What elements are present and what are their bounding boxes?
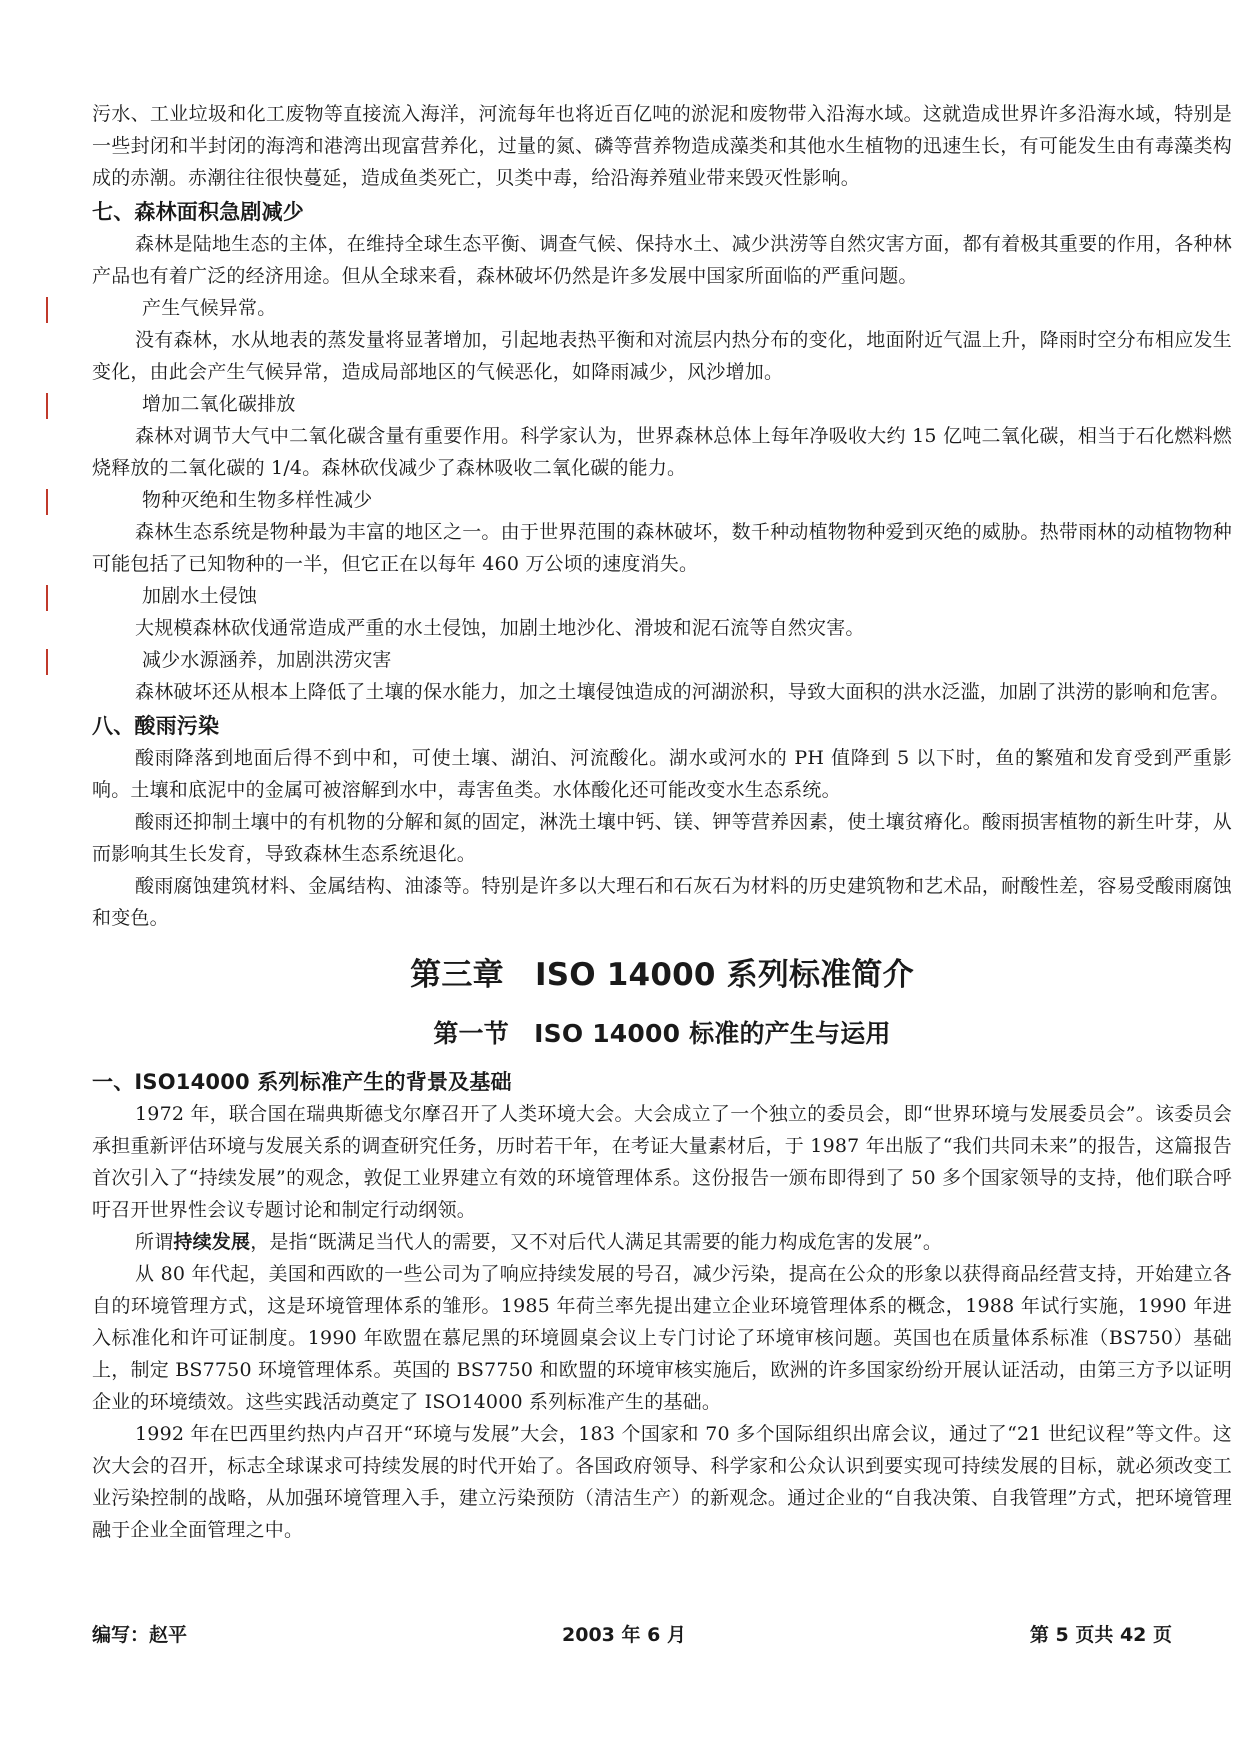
- page-content: [92, 98, 1232, 1546]
- footer-date: 2003 年 6 月: [562, 1624, 686, 1646]
- revision-mark: [46, 649, 48, 675]
- footer-author: 编写：赵平: [92, 1624, 188, 1646]
- paragraph-acid-1: 酸雨降落到地面后得不到中和，可使土壤、湖泊、河流酸化。湖水或河水的 PH 值降到 5 以下时，鱼的繁殖和发育受到严重影响。土壤和底泥中的金属可被溶解到水中，毒害鱼类。水体酸化还可能改变水生态系统。: [92, 747, 1232, 801]
- subitem-title-species: 物种灭绝和生物多样性减少: [92, 484, 1232, 516]
- footer-page-number: 第 5 页共 42 页: [1029, 1624, 1172, 1646]
- section-heading-acid-rain: 八、酸雨污染: [92, 714, 220, 738]
- subitem-title-climate: 产生气候异常。: [92, 292, 1232, 324]
- bold-term: 持续发展: [173, 1231, 251, 1253]
- paragraph-erosion: 大规模森林砍伐通常造成严重的水土侵蚀，加剧土地沙化、滑坡和泥石流等自然灾害。: [135, 617, 865, 639]
- paragraph-forest-intro: 森林是陆地生态的主体，在维持全球生态平衡、调查气候、保持水土、减少洪涝等自然灾害方面，都有着极其重要的作用，各种林产品也有着广泛的经济用途。但从全球来看，森林破坏仍然是许多发展中国家所面临的严重问题。: [92, 233, 1232, 287]
- paragraph-species: 森林生态系统是物种最为丰富的地区之一。由于世界范围的森林破坏，数千种动植物物种爱到灭绝的威胁。热带雨林的动植物物种可能包括了已知物种的一半，但它正在以每年 460 万公顷的速度消失。: [92, 521, 1232, 575]
- subitem-title-erosion: 加剧水土侵蚀: [92, 580, 1232, 612]
- revision-mark: [46, 297, 48, 323]
- paragraph-definition: 所谓持续发展，是指“既满足当代人的需要，又不对后代人满足其需要的能力构成危害的发展”。: [135, 1231, 943, 1253]
- revision-mark: [46, 489, 48, 515]
- paragraph-climate: 没有森林，水从地表的蒸发量将显著增加，引起地表热平衡和对流层内热分布的变化，地面附近气温上升，降雨时空分布相应发生变化，由此会产生气候异常，造成局部地区的气候恶化，如降雨减少，风沙增加。: [92, 329, 1232, 383]
- revision-mark: [46, 393, 48, 419]
- subitem-title-co2: 增加二氧化碳排放: [92, 388, 1232, 420]
- section-heading-forest: 七、森林面积急剧减少: [92, 200, 304, 224]
- paragraph-1980s: 从 80 年代起，美国和西欧的一些公司为了响应持续发展的号召，减少污染，提高在公众的形象以获得商品经营支持，开始建立各自的环境管理方式，这是环境管理体系的雏形。1985 年荷兰率先提出建立企业环境管理体系的概念，1988 年试行实施，1990 年进入标准化和许可证制度。1990 年欧盟在慕尼黑的环境圆桌会议上专门讨论了环境审核问题。英国也在质量体系标准（BS750）基础上，制定 BS7750 环境管理体系。英国的 BS7750 和欧盟的环境审核实施后，欧洲的许多国家纷纷开展认证活动，由第三方予以证明企业的环境绩效。这些实践活动奠定了 ISO14000 系列标准产生的基础。: [92, 1263, 1232, 1413]
- paragraph-1992: 1992 年在巴西里约热内卢召开“环境与发展”大会，183 个国家和 70 多个国际组织出席会议，通过了“21 世纪议程”等文件。这次大会的召开，标志全球谋求可持续发展的时代开始了。各国政府领导、科学家和公众认识到要实现可持续发展的目标，就必须改变工业污染控制的战略，从加强环境管理入手，建立污染预防（清洁生产）的新观念。通过企业的“自我决策、自我管理”方式，把环境管理融于企业全面管理之中。: [92, 1423, 1232, 1541]
- page-footer: [92, 1620, 1172, 1654]
- paragraph-co2: 森林对调节大气中二氧化碳含量有重要作用。科学家认为，世界森林总体上每年净吸收大约 15 亿吨二氧化碳，相当于石化燃料燃烧释放的二氧化碳的 1/4。森林砍伐减少了森林吸收二氧化碳的能力。: [92, 425, 1232, 479]
- revision-mark: [46, 585, 48, 611]
- chapter-title: 第三章 ISO 14000 系列标准简介: [410, 957, 914, 993]
- section-title: 第一节 ISO 14000 标准的产生与运用: [433, 1019, 891, 1048]
- paragraph-1972: 1972 年，联合国在瑞典斯德戈尔摩召开了人类环境大会。大会成立了一个独立的委员会，即“世界环境与发展委员会”。该委员会承担重新评估环境与发展关系的调查研究任务，历时若干年，在考证大量素材后，于 1987 年出版了“我们共同未来”的报告，这篇报告首次引入了“持续发展”的观念，敦促工业界建立有效的环境管理体系。这份报告一颁布即得到了 50 多个国家领导的支持，他们联合呼吁召开世界性会议专题讨论和制定行动纲领。: [92, 1103, 1232, 1221]
- paragraph-acid-3: 酸雨腐蚀建筑材料、金属结构、油漆等。特别是许多以大理石和石灰石为材料的历史建筑物和艺术品，耐酸性差，容易受酸雨腐蚀和变色。: [92, 875, 1232, 929]
- paragraph-flood: 森林破坏还从根本上降低了土壤的保水能力，加之土壤侵蚀造成的河湖淤积，导致大面积的洪水泛滥，加剧了洪涝的影响和危害。: [135, 681, 1230, 703]
- paragraph-acid-2: 酸雨还抑制土壤中的有机物的分解和氮的固定，淋洗土壤中钙、镁、钾等营养因素，使土壤贫瘠化。酸雨损害植物的新生叶芽，从而影响其生长发育，导致森林生态系统退化。: [92, 811, 1232, 865]
- paragraph-pollution: 污水、工业垃圾和化工废物等直接流入海洋，河流每年也将近百亿吨的淤泥和废物带入沿海水域。这就造成世界许多沿海水域，特别是一些封闭和半封闭的海湾和港湾出现富营养化，过量的氮、磷等营养物造成藻类和其他水生植物的迅速生长，有可能发生由有毒藻类构成的赤潮。赤潮往往很快蔓延，造成鱼类死亡，贝类中毒，给沿海养殖业带来毁灭性影响。: [92, 103, 1232, 189]
- subitem-title-flood: 减少水源涵养，加剧洪涝灾害: [92, 644, 1232, 676]
- subsection-heading-background: 一、ISO14000 系列标准产生的背景及基础: [92, 1070, 512, 1094]
